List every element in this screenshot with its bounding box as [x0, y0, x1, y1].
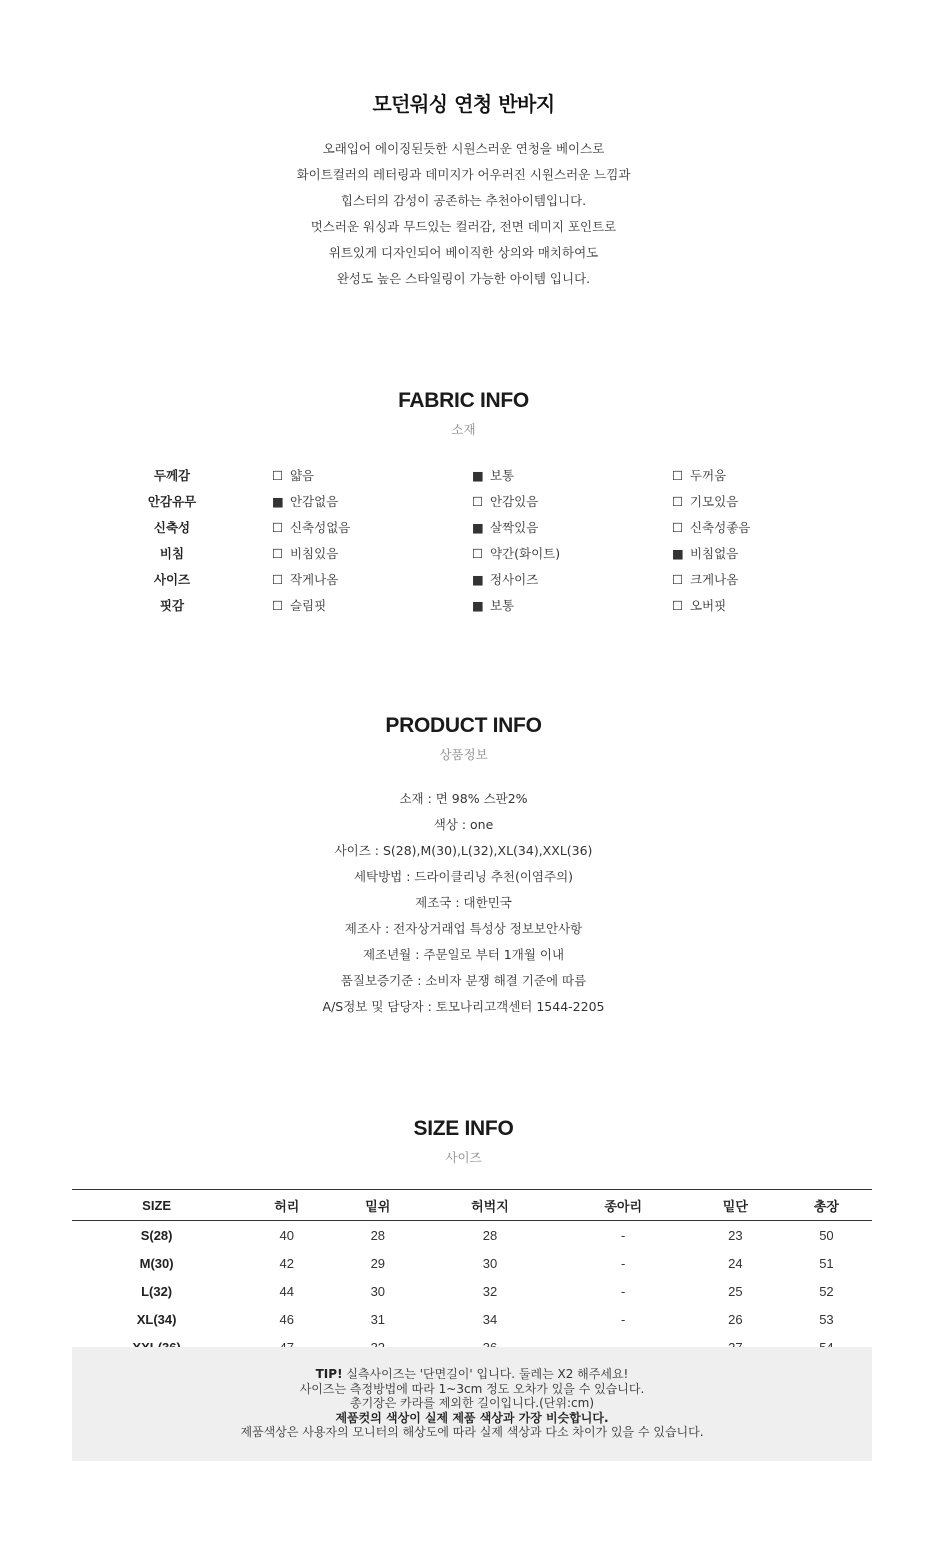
option-text: 보통 — [489, 598, 515, 613]
option-text: 비침없음 — [689, 546, 739, 561]
table-row — [72, 1305, 872, 1333]
product-info-line: 소재 : 면 98% 스판2% — [399, 791, 528, 806]
fabric-row-label: 사이즈 — [153, 572, 191, 587]
header-cell: 허벅지 — [423, 1190, 556, 1221]
size-info-subtitle: 사이즈 — [445, 1150, 482, 1165]
fabric-option — [272, 518, 350, 536]
checkbox-mark: ☐ — [272, 598, 284, 613]
checkbox-mark: ☐ — [672, 494, 684, 509]
table-cell: 26 — [728, 1311, 743, 1327]
fabric-option — [472, 596, 514, 614]
product-info-line: 제조년월 : 주문일로 부터 1개월 이내 — [362, 947, 565, 962]
option-text: 신축성좋음 — [689, 520, 751, 535]
option-text: 안감없음 — [289, 494, 339, 509]
fabric-row-label: 안감유무 — [147, 494, 197, 509]
fabric-option — [272, 596, 326, 614]
product-info-subtitle: 상품정보 — [439, 747, 488, 762]
table-cell: 25 — [728, 1283, 743, 1299]
option-text: 작게나옴 — [289, 572, 339, 587]
header-cell: 종아리 — [557, 1190, 690, 1221]
option-text: 신축성없음 — [289, 520, 351, 535]
fabric-row-label: 비침 — [159, 546, 185, 561]
description-line: 완성도 높은 스타일링이 가능한 아이템 입니다. — [336, 271, 591, 286]
fabric-row — [0, 488, 927, 514]
description-line: 멋스러운 워싱과 무드있는 컬러감, 전면 데미지 포인트로 — [310, 219, 617, 234]
product-info-line: A/S정보 및 담당자 : 토모나리고객센터 1544-2205 — [322, 999, 605, 1014]
option-text: 크게나옴 — [689, 572, 739, 587]
table-cell: 24 — [728, 1255, 743, 1271]
checkbox-mark: ☐ — [672, 598, 684, 613]
checkbox-mark: ☐ — [272, 546, 284, 561]
fabric-option — [272, 492, 338, 510]
table-cell: 42 — [279, 1255, 294, 1271]
checkbox-mark: ☐ — [672, 468, 684, 483]
table-cell: 52 — [819, 1283, 834, 1299]
table-cell: 44 — [279, 1283, 294, 1299]
tip-label: TIP! — [315, 1367, 343, 1381]
fabric-option — [472, 466, 514, 484]
size-tip-box — [72, 1347, 872, 1461]
checkbox-mark: ☐ — [272, 520, 284, 535]
header-cell: SIZE — [72, 1190, 241, 1221]
table-cell: 30 — [482, 1255, 498, 1271]
checkbox-mark: ■ — [272, 494, 284, 509]
table-cell: - — [621, 1255, 626, 1271]
table-cell: S(28) — [140, 1227, 173, 1243]
fabric-option — [472, 518, 538, 536]
header-cell: 밑단 — [690, 1190, 781, 1221]
product-description — [0, 136, 927, 292]
fabric-option — [672, 466, 726, 484]
tip-line: 제품컷의 색상이 실제 제품 색상과 가장 비슷합니다. — [335, 1410, 609, 1425]
header-cell: 총장 — [781, 1190, 872, 1221]
fabric-row — [0, 566, 927, 592]
option-text: 보통 — [489, 468, 515, 483]
checkbox-mark: ■ — [672, 546, 684, 561]
option-text: 비침있음 — [289, 546, 339, 561]
table-cell: 50 — [819, 1227, 834, 1243]
table-row — [72, 1277, 872, 1305]
product-info-list — [0, 786, 927, 1020]
product-info-line: 제조사 : 전자상거래업 특성상 정보보안사항 — [344, 921, 583, 936]
fabric-info-title: FABRIC INFO — [398, 389, 529, 412]
description-line: 위트있게 디자인되어 베이직한 상의와 매치하여도 — [328, 245, 599, 260]
table-cell: 30 — [370, 1283, 386, 1299]
option-text: 얇음 — [289, 468, 315, 483]
fabric-row — [0, 462, 927, 488]
fabric-option — [272, 466, 314, 484]
checkbox-mark: ☐ — [472, 546, 484, 561]
fabric-grid — [0, 462, 927, 618]
tip-text: 실측사이즈는 '단면길이' 입니다. 둘레는 X2 해주세요! — [342, 1367, 629, 1381]
fabric-row — [0, 592, 927, 618]
option-text: 약간(화이트) — [489, 546, 561, 561]
fabric-option — [472, 492, 538, 510]
product-info-line: 사이즈 : S(28),M(30),L(32),XL(34),XXL(36) — [334, 843, 593, 858]
option-text: 두꺼움 — [689, 468, 727, 483]
fabric-option — [472, 570, 538, 588]
table-cell: 40 — [279, 1227, 294, 1243]
table-cell: 28 — [482, 1227, 498, 1243]
tip-line: 사이즈는 측정방법에 따라 1~3cm 정도 오차가 있을 수 있습니다. — [299, 1381, 645, 1396]
fabric-option — [672, 544, 738, 562]
option-text: 정사이즈 — [489, 572, 539, 587]
description-line: 힙스터의 감성이 공존하는 추천아이템입니다. — [340, 193, 587, 208]
table-cell: 34 — [482, 1311, 498, 1327]
header-cell: 밑위 — [332, 1190, 423, 1221]
fabric-option — [672, 492, 738, 510]
fabric-row-label: 핏감 — [159, 598, 185, 613]
table-cell: - — [621, 1227, 626, 1243]
fabric-info-subtitle: 소재 — [451, 422, 476, 437]
table-cell: - — [621, 1283, 626, 1299]
checkbox-mark: ☐ — [272, 572, 284, 587]
checkbox-mark: ☐ — [672, 520, 684, 535]
size-table — [72, 1189, 872, 1361]
checkbox-mark: ■ — [472, 572, 484, 587]
description-line: 화이트컬러의 레터링과 데미지가 어우러진 시원스러운 느낌과 — [296, 167, 631, 182]
table-cell: 32 — [482, 1283, 498, 1299]
checkbox-mark: ☐ — [672, 572, 684, 587]
table-cell: XL(34) — [136, 1311, 177, 1327]
description-line: 오래입어 에이징된듯한 시원스러운 연청을 베이스로 — [322, 141, 605, 156]
fabric-row — [0, 514, 927, 540]
fabric-option — [672, 596, 726, 614]
tip-line: 총기장은 카라를 제외한 길이입니다.(단위:cm) — [349, 1396, 595, 1410]
fabric-option — [672, 518, 750, 536]
fabric-option — [472, 544, 560, 562]
fabric-row — [0, 540, 927, 566]
table-cell: M(30) — [139, 1255, 174, 1271]
size-table-header — [72, 1190, 872, 1221]
table-cell: 29 — [370, 1255, 386, 1271]
checkbox-mark: ☐ — [272, 468, 284, 483]
table-cell: L(32) — [141, 1283, 173, 1299]
fabric-option — [672, 570, 738, 588]
option-text: 슬림핏 — [289, 598, 327, 613]
fabric-option — [272, 544, 338, 562]
checkbox-mark: ☐ — [472, 494, 484, 509]
header-cell: 허리 — [241, 1190, 332, 1221]
product-info-line: 세탁방법 : 드라이클리닝 추천(이염주의) — [353, 869, 574, 884]
fabric-row-label: 두께감 — [153, 468, 191, 483]
option-text: 오버핏 — [689, 598, 727, 613]
table-cell: 46 — [279, 1311, 294, 1327]
table-cell: 31 — [370, 1311, 386, 1327]
checkbox-mark: ■ — [472, 468, 484, 483]
size-info-title: SIZE INFO — [413, 1117, 514, 1140]
fabric-row-label: 신축성 — [153, 520, 191, 535]
product-title: 모던워싱 연청 반바지 — [372, 92, 555, 116]
product-info-line: 제조국 : 대한민국 — [415, 895, 512, 910]
table-cell: - — [621, 1311, 626, 1327]
tip-line: 제품색상은 사용자의 모니터의 해상도에 따라 실제 색상과 다소 차이가 있을 수 있습니다. — [240, 1425, 704, 1439]
table-row — [72, 1249, 872, 1277]
table-cell: 51 — [819, 1255, 834, 1271]
checkbox-mark: ■ — [472, 598, 484, 613]
table-cell: 53 — [819, 1311, 834, 1327]
fabric-option — [272, 570, 338, 588]
table-row — [72, 1221, 872, 1250]
product-info-title: PRODUCT INFO — [385, 714, 542, 737]
table-cell: 23 — [728, 1227, 743, 1243]
option-text: 기모있음 — [689, 494, 739, 509]
table-cell: 28 — [370, 1227, 386, 1243]
tip-line — [72, 1367, 872, 1382]
product-info-line: 색상 : one — [433, 817, 494, 832]
option-text: 안감있음 — [489, 494, 539, 509]
product-info-line: 품질보증기준 : 소비자 분쟁 해결 기준에 따름 — [340, 973, 587, 988]
option-text: 살짝있음 — [489, 520, 539, 535]
checkbox-mark: ■ — [472, 520, 484, 535]
